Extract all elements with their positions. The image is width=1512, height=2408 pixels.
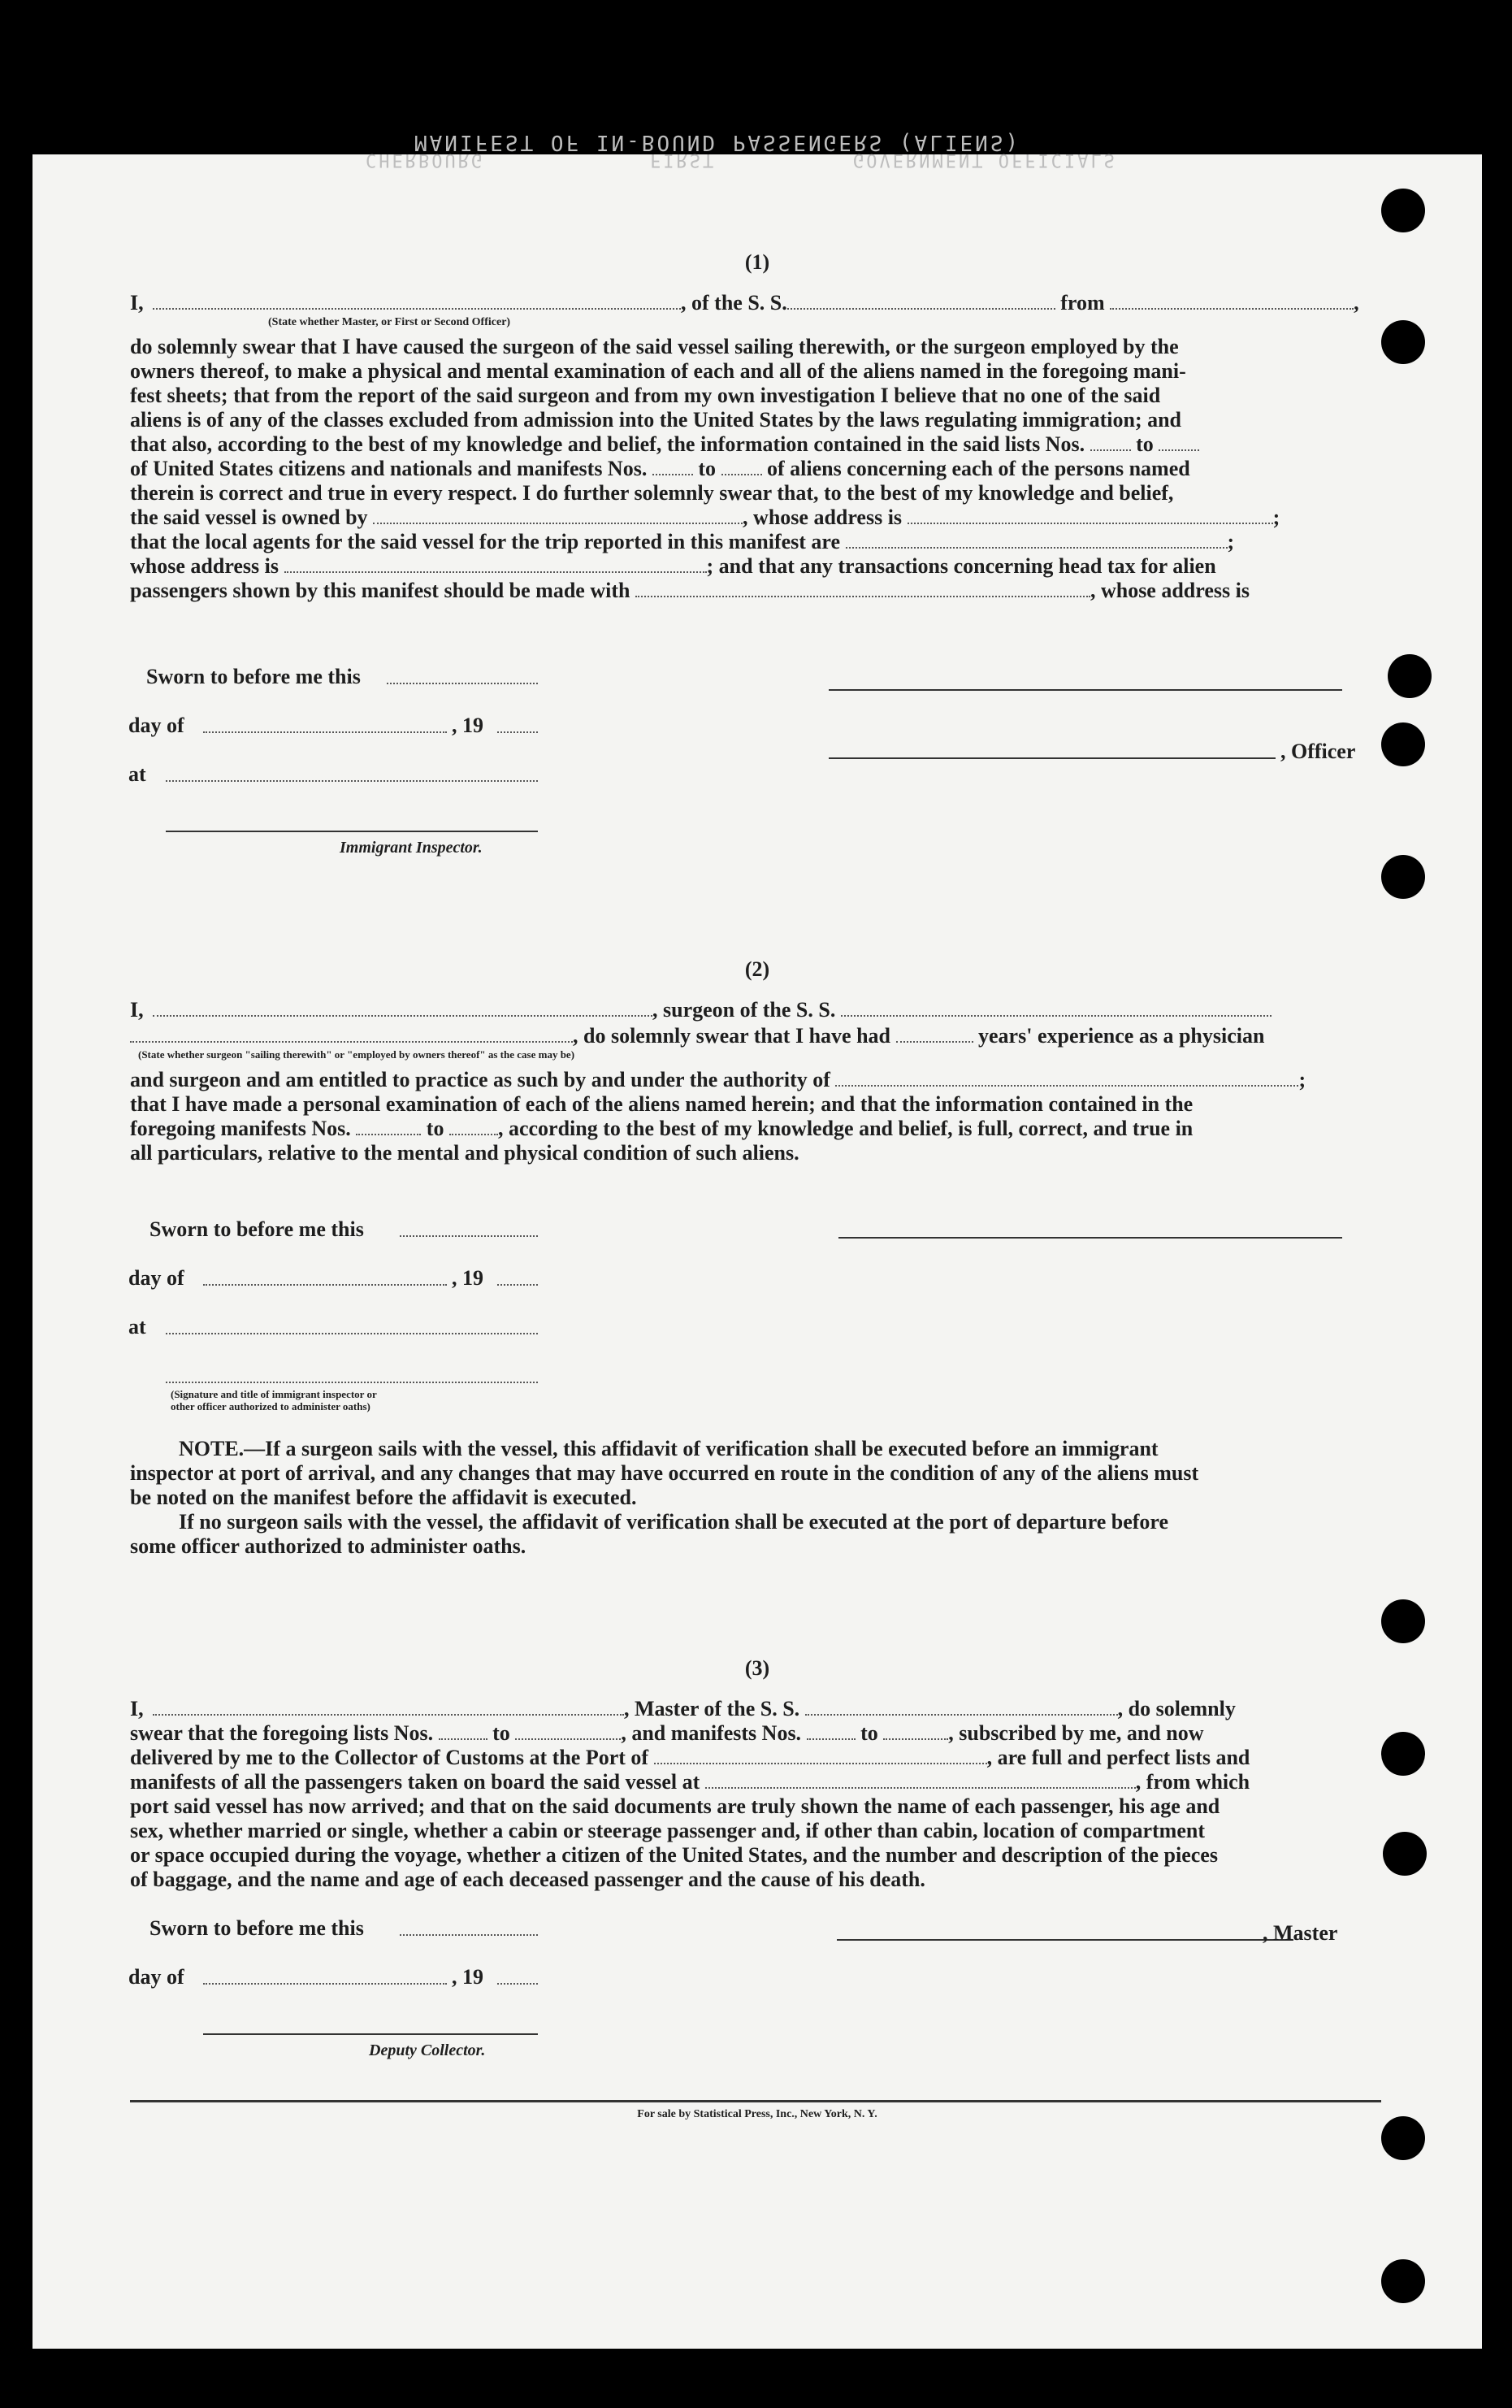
inspector-signature-line[interactable] — [166, 831, 538, 832]
officer-caption: , Officer — [1280, 740, 1356, 763]
s2-note-line-1: NOTE.—If a surgeon sails with the vessel, this affidavit of verification shall be executed before an immigrant — [179, 1437, 1159, 1460]
s2-line-4: that I have made a personal examination of each of the aliens named herein; and that the information contained in the — [130, 1092, 1194, 1116]
s1-at-label: at — [128, 762, 146, 786]
s3-line-5: port said vessel has now arrived; and that on the said documents are truly shown the name of each passenger, his age and — [130, 1794, 1220, 1818]
s2-day-of-label: day of — [128, 1266, 184, 1290]
s3-line-4: manifests of all the passengers taken on board the said vessel at , from which — [130, 1770, 1250, 1794]
s2-at-label: at — [128, 1315, 146, 1339]
collector-signature-line[interactable] — [203, 2033, 538, 2035]
master-caption: , Master — [1263, 1921, 1338, 1945]
binder-hole — [1381, 1599, 1425, 1643]
s2-signature-note-2: other officer authorized to administer oaths) — [171, 1400, 370, 1412]
s2-year-prefix: , 19 — [452, 1266, 483, 1290]
s1-line-8: therein is correct and true in every respect. I do further solemnly swear that, to the best of my knowledge and belief, — [130, 481, 1174, 505]
s2-line-1: I, , surgeon of the S. S. — [130, 998, 1384, 1022]
s1-line-12: passengers shown by this manifest should be made with , whose address is — [130, 579, 1250, 602]
s1-signature-line-1[interactable] — [829, 689, 1342, 691]
s3-line-6: sex, whether married or single, whether a cabin or steerage passenger and, if other than cabin, location of compartment — [130, 1819, 1205, 1842]
s3-line-8: of baggage, and the name and age of each deceased passenger and the cause of his death. — [130, 1868, 925, 1891]
s3-sworn-label: Sworn to before me this — [149, 1916, 364, 1940]
s2-signature-line[interactable] — [166, 1365, 538, 1383]
s1-line-2: do solemnly swear that I have caused the surgeon of the said vessel sailing therewith, or the surgeon employed by the — [130, 335, 1179, 358]
bleed-through-text: MANIFEST OF IN-BOUND PASSENGERS (ALIENS) — [414, 130, 1021, 154]
document-page — [32, 130, 1482, 2349]
section-1-number: (1) — [744, 250, 770, 274]
s3-line-1: I, , Master of the S. S. , do solemnly — [130, 1697, 1236, 1720]
s3-line-7: or space occupied during the voyage, whether a citizen of the United States, and the number and description of the pieces — [130, 1843, 1218, 1867]
s1-line-9: the said vessel is owned by , whose address is ; — [130, 505, 1280, 529]
s2-note-line-2: inspector at port of arrival, and any changes that may have occurred en route in the condition of any of the aliens must — [130, 1461, 1199, 1485]
bleed-through-text: FIRST — [650, 150, 717, 170]
collector-caption: Deputy Collector. — [369, 2041, 486, 2059]
s2-note-line-5: some officer authorized to administer oaths. — [130, 1534, 526, 1558]
surgeon-signature-line[interactable] — [838, 1237, 1342, 1239]
binder-hole — [1388, 654, 1432, 698]
surgeon-type-note: (State whether surgeon "sailing therewith" or "employed by owners thereof" as the case may be) — [138, 1048, 575, 1061]
footer-rule — [130, 2100, 1381, 2102]
s2-line-2: , do solemnly swear that I have had years' experience as a physician — [130, 1024, 1384, 1048]
s1-year-prefix: , 19 — [452, 714, 483, 737]
s3-line-2: swear that the foregoing lists Nos. to , and manifests Nos. to , subscribed by me, and now — [130, 1721, 1204, 1745]
s1-line-10: that the local agents for the said vessel for the trip reported in this manifest are ; — [130, 530, 1235, 553]
s1-line-4: fest sheets; that from the report of the said surgeon and from my own investigation I believe that no one of the said — [130, 384, 1161, 407]
binder-hole — [1381, 320, 1425, 364]
s2-note-line-4: If no surgeon sails with the vessel, the affidavit of verification shall be executed at the port of departure before — [179, 1510, 1169, 1534]
master-signature-line[interactable] — [837, 1939, 1293, 1941]
printer-credit: For sale by Statistical Press, Inc., New York, N. Y. — [637, 2108, 877, 2120]
s3-line-3: delivered by me to the Collector of Customs at the Port of , are full and perfect lists and — [130, 1746, 1250, 1769]
s1-line-6: that also, according to the best of my knowledge and belief, the information contained in the said lists Nos. to — [130, 432, 1384, 457]
s1-sworn-label: Sworn to before me this — [146, 665, 361, 688]
binder-hole — [1381, 1732, 1425, 1776]
s2-sworn-label: Sworn to before me this — [149, 1217, 364, 1241]
officer-type-note: (State whether Master, or First or Second Officer) — [268, 316, 511, 328]
s1-line-5: aliens is of any of the classes excluded from admission into the United States by the laws regulating immigration; and — [130, 408, 1182, 432]
officer-signature-line[interactable] — [829, 757, 1276, 759]
binder-hole — [1381, 189, 1425, 232]
s2-line-5: foregoing manifests Nos. to , according to the best of my knowledge and belief, is full, correct, and true in — [130, 1117, 1194, 1140]
s1-day-of-label: day of — [128, 714, 184, 737]
s2-line-6: all particulars, relative to the mental and physical condition of such aliens. — [130, 1141, 799, 1165]
s2-note-line-3: be noted on the manifest before the affidavit is executed. — [130, 1486, 637, 1509]
binder-hole — [1381, 855, 1425, 899]
s3-day-of-label: day of — [128, 1965, 184, 1989]
binder-hole — [1381, 2259, 1425, 2303]
binder-hole — [1383, 1832, 1427, 1876]
s1-line-1: I, , of the S. S. from , — [130, 291, 1359, 315]
inspector-caption: Immigrant Inspector. — [340, 839, 483, 857]
binder-hole — [1381, 722, 1425, 766]
binder-hole — [1381, 2116, 1425, 2160]
s2-signature-note-1: (Signature and title of immigrant inspector or — [171, 1388, 377, 1400]
bleed-through-text: CHERBOURG — [366, 150, 485, 170]
section-3-number: (3) — [744, 1656, 770, 1680]
s1-line-3: owners thereof, to make a physical and mental examination of each and all of the aliens named in the foregoing mani- — [130, 359, 1186, 383]
s2-line-3: and surgeon and am entitled to practice as such by and under the authority of ; — [130, 1068, 1306, 1091]
section-2-number: (2) — [744, 957, 770, 981]
s3-year-prefix: , 19 — [452, 1965, 483, 1989]
s1-line-11: whose address is ; and that any transactions concerning head tax for alien — [130, 554, 1216, 578]
bleed-through-text: GOVERNMENT OFFICIALS — [853, 150, 1117, 170]
s1-line-7: of United States citizens and nationals and manifests Nos. to of aliens concerning each of the persons named — [130, 457, 1190, 480]
